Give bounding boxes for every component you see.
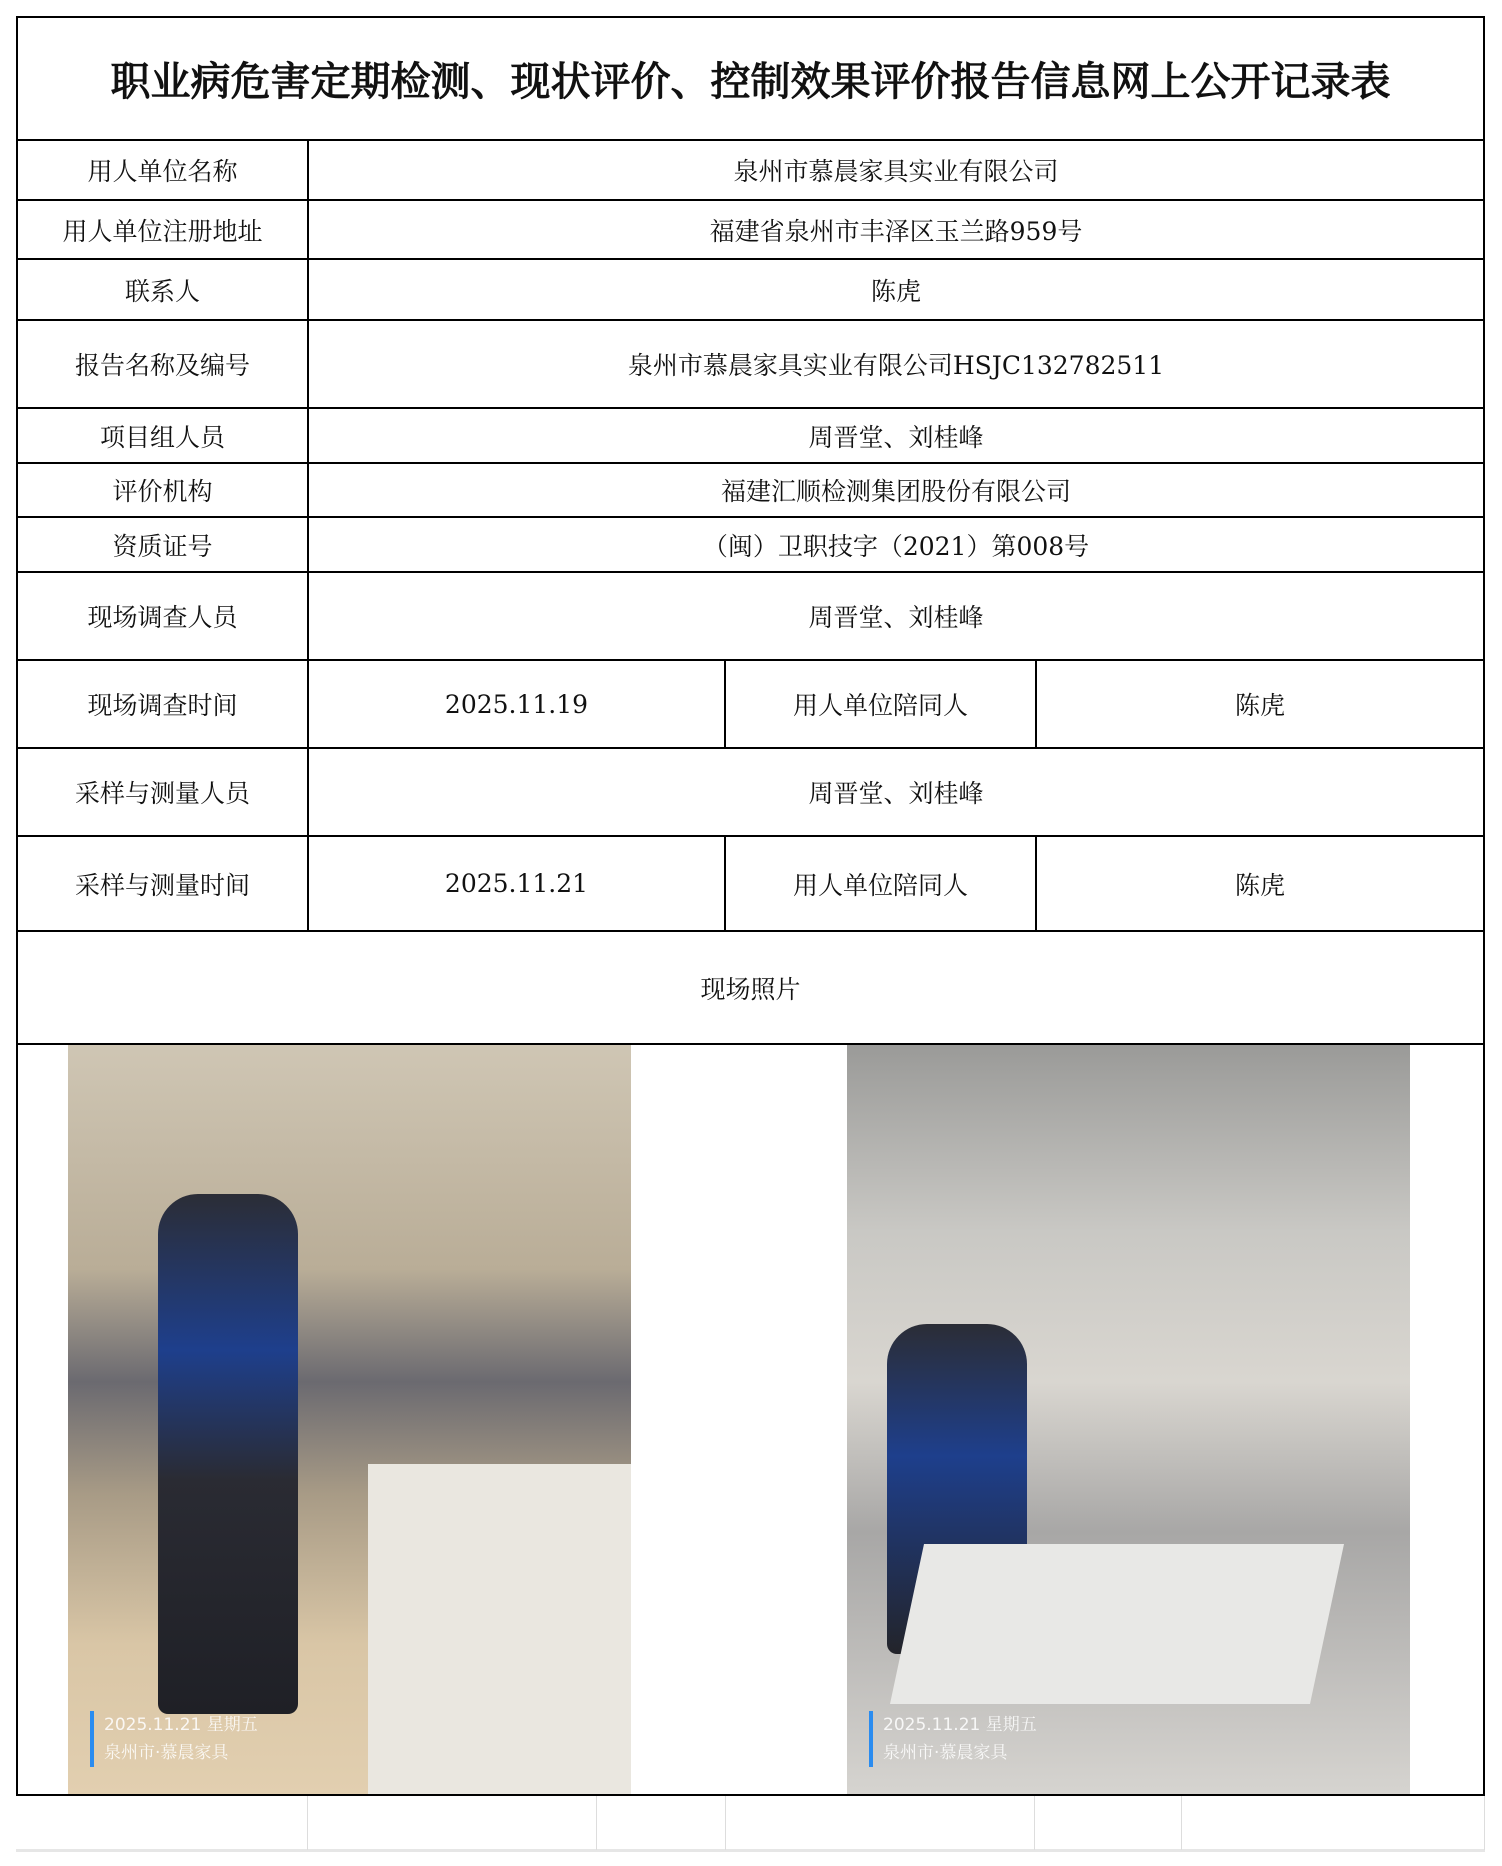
license-value: （闽）卫职技字（2021）第008号 — [702, 531, 1090, 561]
sampling-staff-label: 采样与测量人员 — [74, 779, 250, 808]
contact-value: 陈虎 — [870, 276, 921, 306]
employer-address-value: 福建省泉州市丰泽区玉兰路959号 — [709, 216, 1083, 246]
sampling-companion-value: 陈虎 — [1234, 870, 1285, 900]
site-photo-2 — [847, 1044, 1410, 1795]
photo-stamp-place: 泉州市·慕晨家具 — [104, 1743, 229, 1763]
report-value: 泉州市慕晨家具实业有限公司HSJC132782511 — [627, 351, 1165, 380]
photo-table — [368, 1464, 631, 1795]
page-title: 职业病危害定期检测、现状评价、控制效果评价报告信息网上公开记录表 — [110, 58, 1391, 105]
employer-name-label: 用人单位名称 — [87, 157, 238, 186]
sampling-time-value: 2025.11.21 — [444, 869, 589, 898]
survey-time-label: 现场调查时间 — [87, 691, 238, 720]
survey-staff-label: 现场调查人员 — [87, 603, 238, 632]
site-photo-1 — [68, 1044, 631, 1795]
photo-watermark — [90, 1711, 258, 1767]
survey-companion-label: 用人单位陪同人 — [792, 691, 968, 720]
agency-label: 评价机构 — [112, 477, 213, 506]
photo-stamp-place: 泉州市·慕晨家具 — [883, 1743, 1008, 1763]
photo-stamp-date: 2025.11.21 星期五 — [883, 1715, 1037, 1735]
sampling-time-label: 采样与测量时间 — [74, 870, 250, 900]
team-label: 项目组人员 — [99, 422, 225, 452]
photo-stamp-date: 2025.11.21 星期五 — [104, 1715, 258, 1735]
survey-companion-value: 陈虎 — [1234, 691, 1285, 720]
photo-figure — [158, 1194, 298, 1714]
survey-staff-value: 周晋堂、刘桂峰 — [808, 603, 984, 632]
report-label: 报告名称及编号 — [74, 351, 250, 380]
photo-table — [890, 1544, 1344, 1704]
survey-time-value: 2025.11.19 — [444, 689, 589, 719]
team-value: 周晋堂、刘桂峰 — [808, 422, 984, 452]
sampling-companion-label: 用人单位陪同人 — [792, 870, 968, 900]
employer-name-value: 泉州市慕晨家具实业有限公司 — [733, 157, 1059, 186]
employer-address-label: 用人单位注册地址 — [62, 216, 263, 246]
contact-label: 联系人 — [124, 276, 200, 306]
photos-label: 现场照片 — [700, 974, 801, 1004]
photo-watermark — [869, 1711, 1037, 1767]
license-label: 资质证号 — [112, 531, 213, 561]
agency-value: 福建汇顺检测集团股份有限公司 — [720, 477, 1071, 506]
sampling-staff-value: 周晋堂、刘桂峰 — [808, 779, 984, 808]
